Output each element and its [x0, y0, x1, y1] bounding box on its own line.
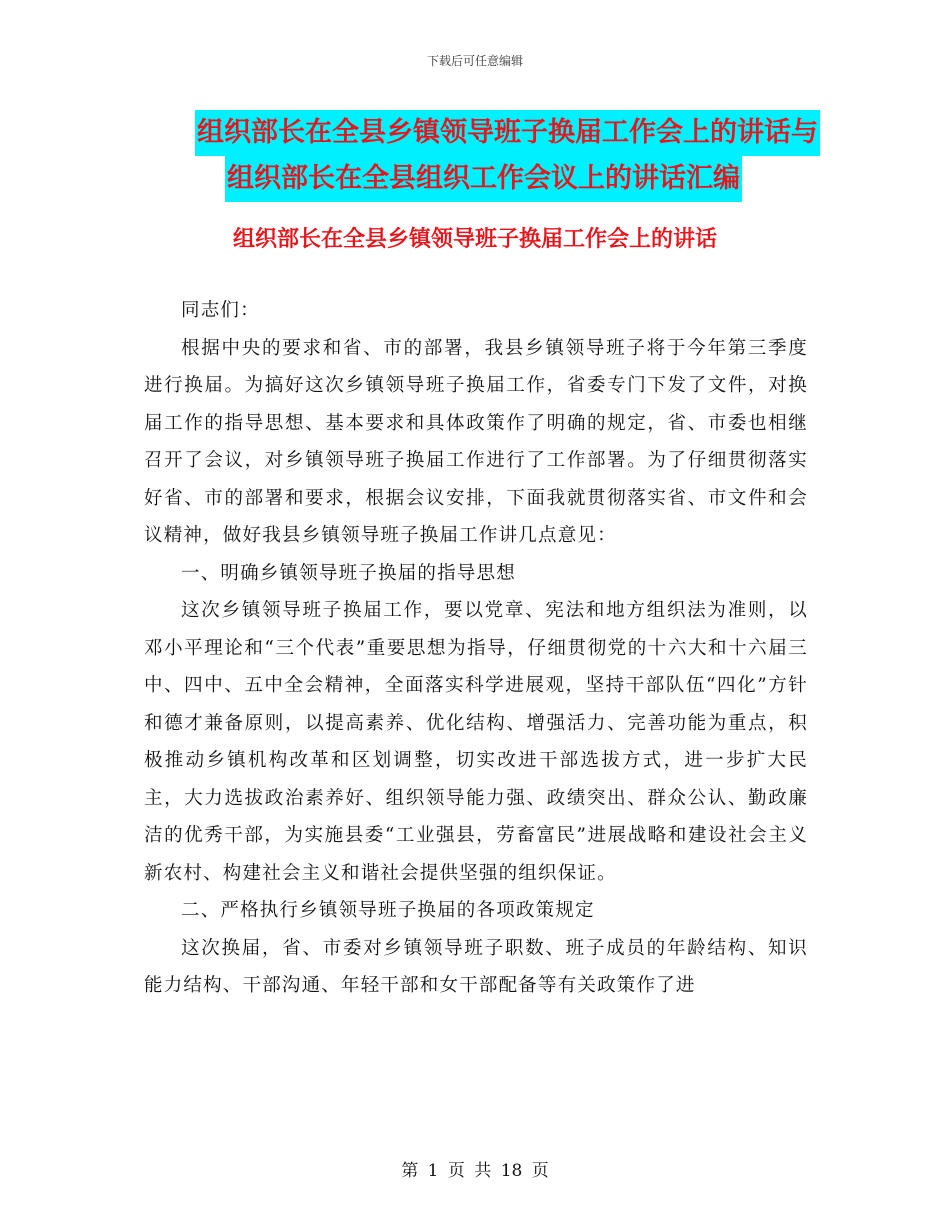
paragraph-policy: 这次换届，省、市委对乡镇领导班子职数、班子成员的年龄结构、知识能力结构、干部沟通、年轻干部和女干部配备等有关政策作了进 — [144, 937, 808, 996]
salutation: 同志们： — [181, 300, 260, 321]
heading-part-2: 二、严格执行乡镇领导班子换届的各项政策规定 — [181, 900, 595, 921]
document-title-line-2: 组织部长在全县组织工作会议上的讲话汇编 — [225, 156, 742, 202]
document-title — [195, 110, 818, 202]
page-header-note: 下载后可任意编辑 — [426, 54, 523, 68]
page-number: 第 1 页 共 18 页 — [401, 1161, 549, 1181]
speech-body — [144, 292, 808, 1005]
document-title-line-1: 组织部长在全县乡镇领导班子换届工作会上的讲话与 — [195, 110, 820, 156]
section-title: 组织部长在全县乡镇领导班子换届工作会上的讲话 — [232, 227, 717, 252]
paragraph-guiding-ideology: 这次乡镇领导班子换届工作，要以党章、宪法和地方组织法为准则，以邓小平理论和“三个代表”重要思想为指导，仔细贯彻党的十六大和十六届三中、四中、五中全会精神，全面落实科学进展观，坚持干部队伍“四化”方针和德才兼备原则，以提高素养、优化结构、增强活力、完善功能为重点，积极推动乡镇机构改革和区划调整，切实改进干部选拔方式，进一步扩大民主，大力选拔政治素养好、组织领导能力强、政绩突出、群众公认、勤政廉洁的优秀干部，为实施县委“工业强县，劳畜富民”进展战略和建设社会主义新农村、构建社会主义和谐社会提供坚强的组织保证。 — [144, 600, 808, 884]
paragraph-intro: 根据中央的要求和省、市的部署，我县乡镇领导班子将于今年第三季度进行换届。为搞好这次乡镇领导班子换届工作，省委专门下发了文件，对换届工作的指导思想、基本要求和具体政策作了明确的规定，省、市委也相继召开了会议，对乡镇领导班子换届工作进行了工作部署。为了仔细贯彻落实好省、市的部署和要求，根据会议安排，下面我就贯彻落实省、市文件和会议精神，做好我县乡镇领导班子换届工作讲几点意见： — [144, 337, 808, 546]
heading-part-1: 一、明确乡镇领导班子换届的指导思想 — [181, 562, 516, 584]
